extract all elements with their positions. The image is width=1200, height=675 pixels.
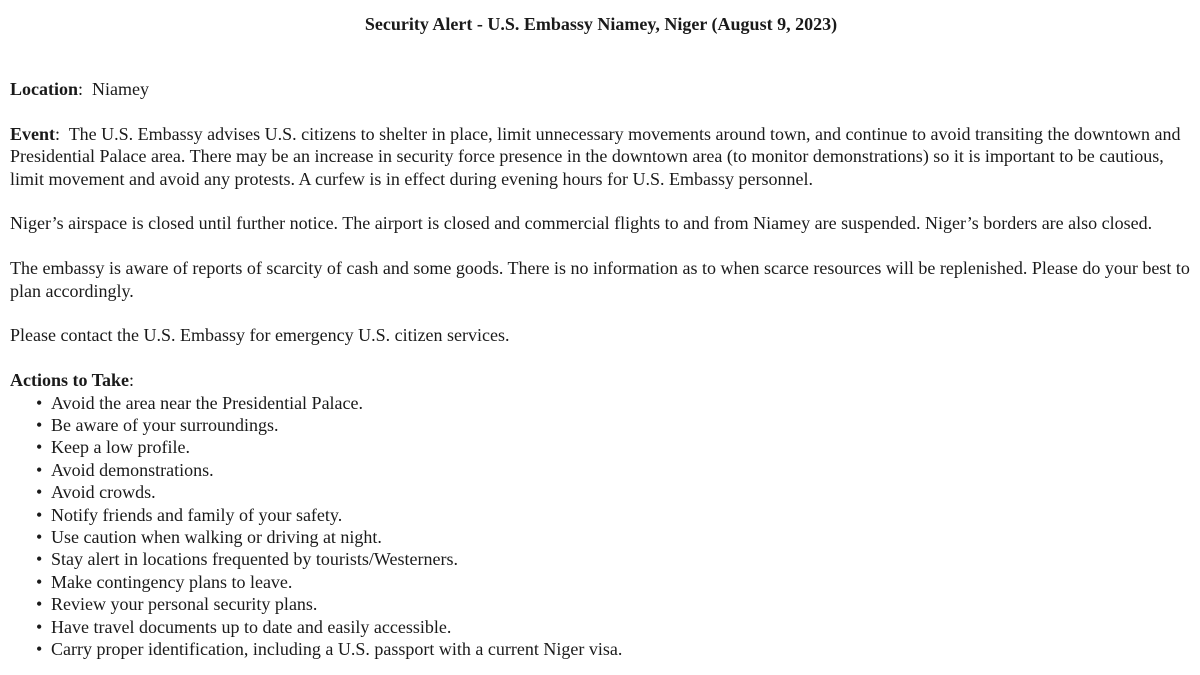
list-item xyxy=(10,571,1192,593)
list-item xyxy=(10,481,1192,503)
event-label: Event xyxy=(10,123,55,144)
event-text: The U.S. Embassy advises U.S. citizens to shelter in place, limit unnecessary movements around town, and continue to avoid transiting the downtown and Presidential Palace area. There may be an increase in security force presence in the downtown area (to monitor demonstrations) so it is important to be cautious, limit movement and avoid any protests. A curfew is in effect during evening hours for U.S. Embassy personnel. xyxy=(10,123,1181,189)
list-item-text: Review your personal security plans. xyxy=(51,594,318,615)
bullet-icon: • xyxy=(36,616,43,637)
list-item-text: Use caution when walking or driving at night. xyxy=(51,527,382,548)
list-item xyxy=(10,436,1192,458)
bullet-icon: • xyxy=(36,437,43,458)
event-paragraph: Event: The U.S. Embassy advises U.S. citizens to shelter in place, limit unnecessary movements around town, and continue to avoid transiting the downtown and Presidential Palace area. There may be an increase in security force presence in the downtown area (to monitor demonstrations) so it is important to be cautious, limit movement and avoid any protests. A curfew is in effect during evening hours for U.S. Embassy personnel. xyxy=(10,123,1181,189)
list-item xyxy=(10,526,1192,548)
bullet-icon: • xyxy=(36,571,43,592)
bullet-icon: • xyxy=(36,392,43,413)
list-item xyxy=(10,638,1192,660)
list-item xyxy=(10,616,1192,638)
document-page xyxy=(10,0,1192,660)
list-item-text: Stay alert in locations frequented by tourists/Westerners. xyxy=(51,549,458,570)
bullet-icon: • xyxy=(36,527,43,548)
actions-label: Actions to Take xyxy=(10,370,130,391)
location-value: Niamey xyxy=(92,79,150,99)
list-item-text: Avoid crowds. xyxy=(51,482,156,503)
actions-list xyxy=(10,392,1192,661)
bullet-icon: • xyxy=(36,482,43,503)
bullet-icon: • xyxy=(36,549,43,570)
list-item xyxy=(10,548,1192,570)
bullet-icon: • xyxy=(36,639,43,660)
list-item-text: Make contingency plans to leave. xyxy=(51,571,293,592)
list-item-text: Avoid the area near the Presidential Palace. xyxy=(51,392,364,413)
list-item-text: Avoid demonstrations. xyxy=(51,459,214,480)
list-item-text: Carry proper identification, including a U.S. passport with a current Niger visa. xyxy=(51,639,623,660)
list-item-text: Be aware of your surroundings. xyxy=(51,415,279,436)
list-item xyxy=(10,504,1192,526)
bullet-icon: • xyxy=(36,594,43,615)
list-item xyxy=(10,593,1192,615)
list-item-text: Have travel documents up to date and easily accessible. xyxy=(51,616,452,637)
page-title: Security Alert - U.S. Embassy Niamey, Niger (August 9, 2023) xyxy=(364,14,838,34)
bullet-icon: • xyxy=(36,415,43,436)
list-item xyxy=(10,459,1192,481)
list-item-text: Keep a low profile. xyxy=(51,437,190,458)
airspace-paragraph: Niger’s airspace is closed until further notice. The airport is closed and commercial flights to and from Niamey are suspended. Niger’s borders are also closed. xyxy=(10,213,1153,234)
scarcity-paragraph: The embassy is aware of reports of scarcity of cash and some goods. There is no information as to when scarce resources will be replenished. Please do your best to plan accordingly. xyxy=(10,258,1190,301)
bullet-icon: • xyxy=(36,504,43,525)
list-item xyxy=(10,392,1192,414)
contact-paragraph: Please contact the U.S. Embassy for emergency U.S. citizen services. xyxy=(10,325,510,346)
actions-heading: Actions to Take: xyxy=(10,370,135,391)
list-item xyxy=(10,414,1192,436)
list-item-text: Notify friends and family of your safety. xyxy=(51,504,343,525)
location-label: Location xyxy=(10,79,79,99)
location-line: Location: Niamey xyxy=(10,79,150,99)
bullet-icon: • xyxy=(36,459,43,480)
